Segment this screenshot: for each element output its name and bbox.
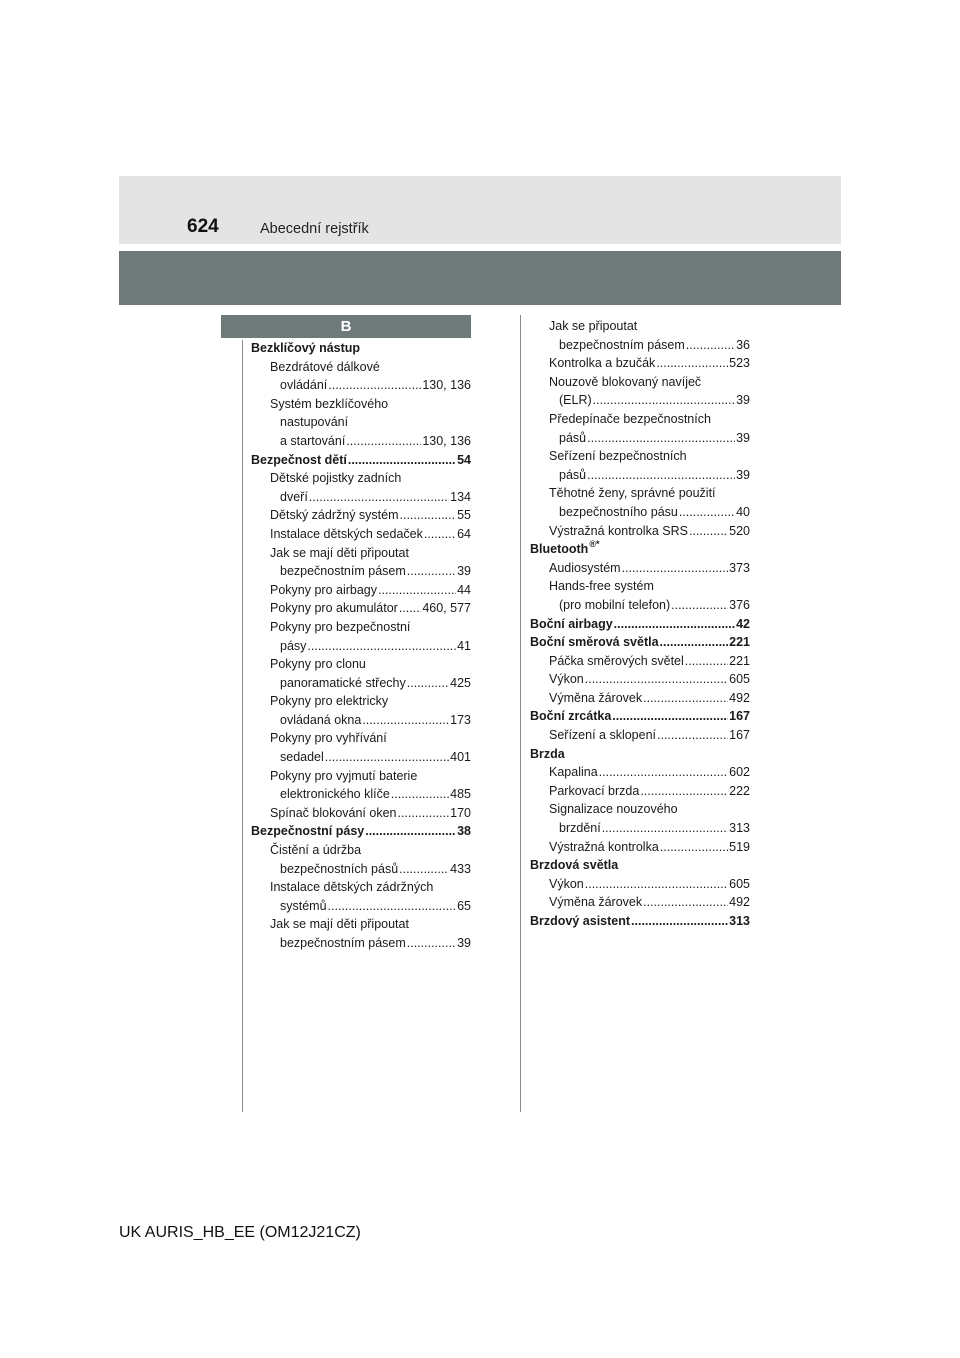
index-entry-main [530, 633, 750, 652]
entry-page-ref: 170 [450, 805, 471, 820]
index-entry-sub [530, 559, 750, 578]
entry-text: Systém bezklíčového [270, 396, 389, 411]
entry-text: Boční zrcátka [530, 709, 612, 724]
index-entry-sub [530, 484, 750, 503]
index-entry-sub [251, 581, 471, 600]
index-entry-sub [530, 726, 750, 745]
entry-text: Těhotné ženy, správné použití [549, 486, 716, 501]
index-entry-sub [251, 767, 471, 786]
entry-text: Výměna žárovek [549, 690, 643, 705]
index-entry-sub [251, 413, 471, 432]
index-entry-sub [251, 841, 471, 860]
entry-page-ref: 64 [457, 526, 471, 541]
index-entry-sub [251, 599, 471, 618]
entry-page-ref: 41 [457, 638, 471, 653]
dot-leader [685, 652, 728, 671]
index-entry-sub [251, 469, 471, 488]
index-entry-sub [530, 596, 750, 615]
footer-model-code: UK AURIS_HB_EE (OM12J21CZ) [119, 1224, 361, 1241]
entry-text: nastupování [280, 415, 349, 430]
entry-page-ref: 44 [457, 582, 471, 597]
entry-text: Boční airbagy [530, 616, 613, 631]
dot-leader [328, 376, 421, 395]
entry-page-ref: 39 [736, 430, 750, 445]
dot-leader [679, 503, 735, 522]
entry-text: Výstražná kontrolka [549, 839, 659, 854]
index-entry-sub [530, 652, 750, 671]
dot-leader [328, 897, 457, 916]
index-entry-sub [251, 544, 471, 563]
entry-text: Bezdrátové dálkové [270, 359, 380, 374]
entry-text: Seřízení a sklopení [549, 728, 657, 743]
center-column-divider [520, 315, 521, 1112]
entry-page-ref: 42 [736, 616, 750, 631]
entry-text: Brzdový asistent [530, 914, 631, 928]
entry-page-ref: 38 [457, 824, 471, 839]
entry-text: Čistění a údržba [270, 843, 362, 858]
dot-leader [631, 912, 728, 931]
entry-page-ref: 55 [457, 508, 471, 523]
entry-text: (pro mobilní telefon) [559, 597, 671, 612]
index-entry-sub [530, 577, 750, 596]
entry-page-ref: 401 [450, 750, 471, 765]
index-entry-sub [251, 934, 471, 953]
entry-page-ref: 173 [450, 712, 471, 727]
index-entry-main [530, 540, 750, 559]
index-entry-main [530, 912, 750, 931]
entry-text: Pokyny pro vyjmutí baterie [270, 768, 418, 783]
entry-text: Pokyny pro airbagy [270, 582, 378, 597]
index-column-left [251, 339, 471, 953]
entry-text: Jak se mají děti připoutat [270, 545, 409, 560]
entry-page-ref: 492 [729, 895, 750, 910]
dot-leader [346, 432, 421, 451]
entry-page-ref: 602 [729, 765, 750, 780]
entry-text: Brzdová světla [530, 858, 619, 873]
dot-leader [656, 354, 728, 373]
entry-text: Bezklíčový nástup [251, 341, 361, 355]
entry-text: Výkon [549, 876, 584, 891]
entry-text: Pokyny pro akumulátor [270, 601, 398, 616]
entry-page-ref: 460, 577 [422, 601, 471, 616]
entry-text: Hands-free systém [549, 579, 654, 594]
entry-text: Nouzově blokovaný navíječ [549, 374, 702, 389]
index-entry-sub [251, 395, 471, 414]
index-entry-main [530, 745, 750, 764]
dot-leader [407, 934, 456, 953]
entry-page-ref: 523 [729, 356, 750, 371]
entry-text: Instalace dětských sedaček [270, 526, 423, 541]
entry-text: Výměna žárovek [549, 895, 643, 910]
index-entry-main [251, 822, 471, 841]
index-entry-sub [251, 729, 471, 748]
index-entry-sub [251, 692, 471, 711]
dot-leader [397, 804, 449, 823]
entry-text: Předepínače bezpečnostních [549, 411, 711, 426]
dot-leader [378, 581, 456, 600]
entry-text: Jak se připoutat [549, 319, 638, 333]
entry-text: Páčka směrových světel [549, 653, 684, 668]
dot-leader [612, 707, 728, 726]
index-entry-sub [251, 878, 471, 897]
index-letter-bar: B [221, 315, 471, 338]
entry-text: bezpečnostním pásem [559, 337, 685, 352]
entry-text: Výkon [549, 672, 584, 687]
entry-superscript: ®* [589, 540, 600, 550]
entry-page-ref: 39 [457, 564, 471, 579]
entry-text: Signalizace nouzového [549, 802, 678, 817]
dot-leader [399, 860, 449, 879]
entry-page-ref: 39 [736, 393, 750, 408]
index-entry-sub [530, 373, 750, 392]
dot-leader [640, 782, 728, 801]
index-entry-sub [530, 391, 750, 410]
entry-page-ref: 134 [450, 489, 471, 504]
dot-leader [407, 562, 456, 581]
index-entry-sub [530, 447, 750, 466]
entry-text: Spínač blokování oken [270, 805, 397, 820]
entry-page-ref: 40 [736, 504, 750, 519]
dot-leader [391, 785, 449, 804]
entry-text: pásů [559, 430, 587, 445]
index-entry-main [530, 856, 750, 875]
index-entry-sub [251, 804, 471, 823]
entry-page-ref: 313 [729, 821, 750, 836]
dot-leader [602, 819, 728, 838]
entry-text: Audiosystém [549, 560, 621, 575]
entry-page-ref: 222 [729, 783, 750, 798]
index-entry-main [251, 339, 471, 358]
dot-leader [348, 451, 456, 470]
entry-page-ref: 167 [729, 728, 750, 743]
page-number: 624 [187, 216, 219, 237]
entry-page-ref: 36 [736, 337, 750, 352]
entry-text: Parkovací brzda [549, 783, 640, 798]
entry-page-ref: 433 [450, 861, 471, 876]
index-entry-sub [251, 897, 471, 916]
index-entry-sub [530, 466, 750, 485]
entry-text: ovládání [280, 378, 328, 393]
index-entry-sub [530, 317, 750, 336]
entry-text: a startování [280, 433, 346, 448]
entry-page-ref: 605 [729, 876, 750, 891]
index-entry-main [251, 451, 471, 470]
header-band [119, 251, 841, 305]
index-entry-sub [251, 488, 471, 507]
index-entry-sub [251, 655, 471, 674]
index-entry-sub [530, 429, 750, 448]
dot-leader [686, 336, 735, 355]
dot-leader [657, 726, 728, 745]
entry-page-ref: 39 [457, 936, 471, 950]
index-entry-sub [530, 819, 750, 838]
entry-text: bezpečnostního pásu [559, 504, 678, 519]
dot-leader [643, 893, 728, 912]
entry-page-ref: 425 [450, 675, 471, 690]
dot-leader [622, 559, 729, 578]
index-entry-sub [251, 711, 471, 730]
entry-text: sedadel [280, 750, 324, 765]
dot-leader [307, 637, 456, 656]
entry-text: Bezpečnost dětí [251, 452, 347, 467]
entry-text: (ELR) [559, 393, 592, 408]
entry-page-ref: 39 [736, 467, 750, 482]
index-entry-sub [530, 670, 750, 689]
entry-text: bezpečnostním pásem [280, 564, 406, 579]
entry-page-ref: 54 [457, 452, 471, 467]
entry-page-ref: 221 [729, 635, 750, 650]
entry-text: ovládaná okna [280, 712, 362, 727]
entry-text: Pokyny pro clonu [270, 657, 366, 672]
entry-text: Kapalina [549, 765, 598, 780]
entry-text: Dětské pojistky zadních [270, 471, 402, 486]
dot-leader [362, 711, 449, 730]
index-entry-main [530, 615, 750, 634]
index-entry-sub [251, 860, 471, 879]
index-entry-sub [251, 562, 471, 581]
index-entry-sub [251, 506, 471, 525]
entry-page-ref: 65 [457, 898, 471, 913]
entry-text: brzdění [559, 821, 601, 836]
dot-leader [424, 525, 456, 544]
entry-page-ref: 485 [450, 787, 471, 802]
index-entry-sub [530, 689, 750, 708]
index-entry-sub [530, 800, 750, 819]
header-top-bar [119, 176, 841, 244]
dot-leader [587, 466, 735, 485]
index-entry-sub [251, 748, 471, 767]
entry-text: Boční směrová světla [530, 635, 659, 650]
entry-page-ref: 373 [729, 560, 750, 575]
index-entry-sub [530, 410, 750, 429]
dot-leader [407, 674, 449, 693]
entry-text: Kontrolka a bzučák [549, 356, 656, 371]
index-entry-sub [530, 336, 750, 355]
index-entry-sub [251, 637, 471, 656]
index-entry-sub [251, 358, 471, 377]
entry-text: Brzda [530, 746, 565, 761]
entry-text: bezpečnostním pásem [280, 936, 406, 950]
index-entry-sub [530, 522, 750, 541]
dot-leader [614, 615, 735, 634]
index-entry-sub [530, 893, 750, 912]
entry-text: Pokyny pro bezpečnostní [270, 619, 411, 634]
dot-leader [587, 429, 735, 448]
dot-leader [671, 596, 728, 615]
entry-text: Bluetooth [530, 542, 589, 557]
index-entry-sub [530, 782, 750, 801]
index-entry-sub [530, 354, 750, 373]
entry-page-ref: 167 [729, 709, 750, 724]
entry-page-ref: 376 [729, 597, 750, 612]
index-entry-sub [530, 875, 750, 894]
index-entry-sub [251, 618, 471, 637]
dot-leader [365, 822, 456, 841]
index-entry-sub [530, 838, 750, 857]
dot-leader [585, 875, 728, 894]
index-entry-sub [530, 503, 750, 522]
dot-leader [660, 633, 729, 652]
entry-page-ref: 130, 136 [422, 378, 471, 393]
entry-text: Pokyny pro vyhřívání [270, 731, 387, 746]
left-column-divider [242, 340, 243, 1112]
dot-leader [399, 599, 421, 618]
entry-text: Jak se mají děti připoutat [270, 917, 409, 932]
dot-leader [593, 391, 735, 410]
entry-page-ref: 519 [729, 839, 750, 854]
dot-leader [599, 763, 728, 782]
entry-page-ref: 130, 136 [422, 433, 471, 448]
entry-text: pásy [280, 638, 307, 653]
index-entry-sub [251, 785, 471, 804]
entry-text: panoramatické střechy [280, 675, 406, 690]
entry-text: Pokyny pro elektricky [270, 694, 389, 709]
entry-text: Dětský zádržný systém [270, 508, 399, 523]
entry-text: bezpečnostních pásů [280, 861, 399, 876]
dot-leader [400, 506, 457, 525]
dot-leader [689, 522, 728, 541]
index-entry-main [530, 707, 750, 726]
index-entry-sub [251, 915, 471, 934]
entry-text: Bezpečnostní pásy [251, 824, 365, 839]
dot-leader [660, 838, 728, 857]
index-column-right [530, 317, 750, 931]
entry-page-ref: 492 [729, 690, 750, 705]
entry-text: Výstražná kontrolka SRS [549, 523, 688, 538]
dot-leader [309, 488, 449, 507]
index-entry-sub [251, 674, 471, 693]
dot-leader [325, 748, 449, 767]
entry-page-ref: 605 [729, 672, 750, 687]
entry-text: elektronického klíče [280, 787, 390, 802]
entry-text: pásů [559, 467, 587, 482]
index-entry-sub [251, 432, 471, 451]
dot-leader [585, 670, 728, 689]
entry-text: systémů [280, 898, 327, 913]
index-entry-sub [530, 763, 750, 782]
entry-text: Instalace dětských zádržných [270, 880, 434, 895]
entry-page-ref: 313 [729, 914, 750, 928]
entry-page-ref: 221 [729, 653, 750, 668]
section-title: Abecední rejstřík [260, 221, 369, 237]
entry-page-ref: 520 [729, 523, 750, 538]
entry-text: Seřízení bezpečnostních [549, 449, 687, 464]
index-entry-sub [251, 525, 471, 544]
index-entry-sub [251, 376, 471, 395]
entry-text: dveří [280, 489, 308, 504]
dot-leader [643, 689, 728, 708]
